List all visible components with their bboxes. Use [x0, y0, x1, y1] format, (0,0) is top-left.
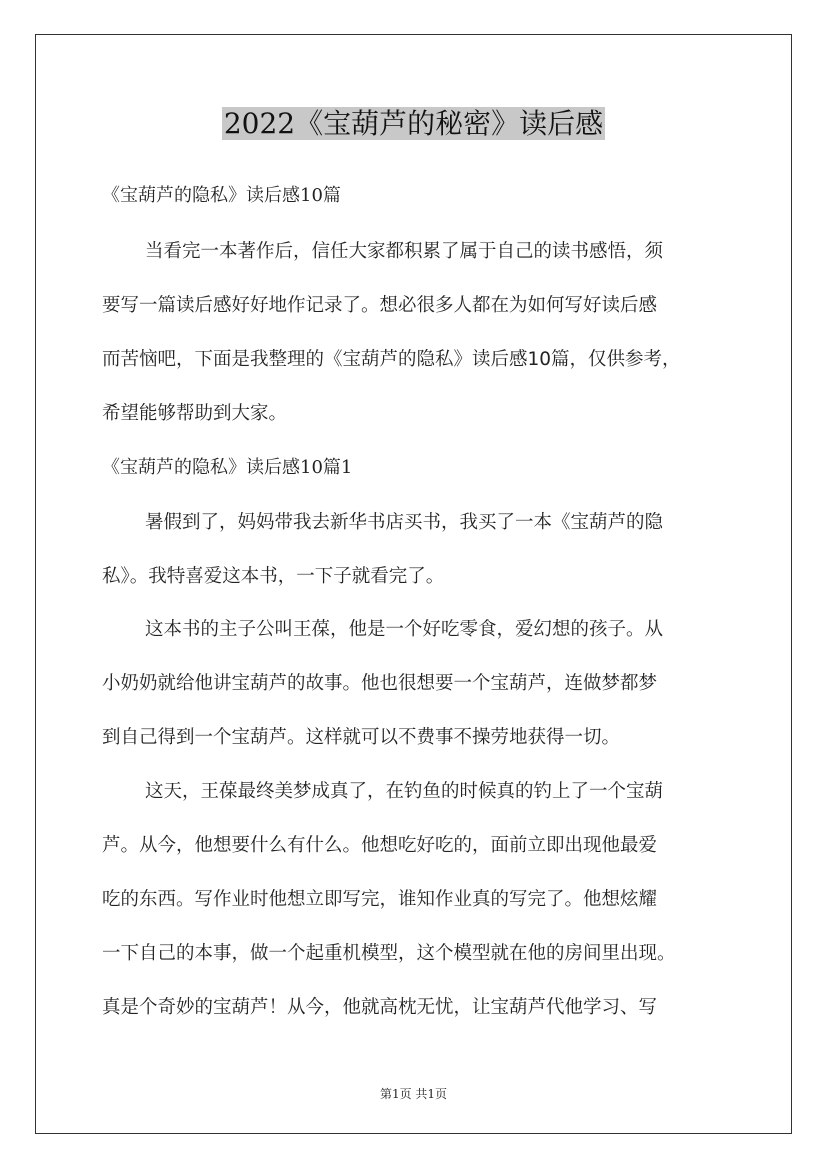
paragraph-line: 这本书的主子公叫王葆，他是一个好吃零食，爱幻想的孩子。从 [145, 619, 664, 640]
paragraph-line: 真是个奇妙的宝葫芦！从今，他就高枕无忧，让宝葫芦代他学习、写 [102, 997, 658, 1018]
paragraph-line: 小奶奶就给他讲宝葫芦的故事。他也很想要一个宝葫芦，连做梦都梦 [102, 673, 658, 694]
subtitle: 《宝葫芦的隐私》读后感10篇 [102, 185, 341, 206]
intro-line: 而苦恼吧，下面是我整理的《宝葫芦的隐私》读后感10篇，仅供参考， [102, 349, 681, 370]
paragraph-line: 暑假到了，妈妈带我去新华书店买书，我买了一本《宝葫芦的隐 [145, 512, 664, 533]
paragraph-line: 这天，王葆最终美梦成真了，在钓鱼的时候真的钓上了一个宝葫 [145, 781, 664, 802]
section-heading: 《宝葫芦的隐私》读后感10篇1 [102, 457, 353, 478]
document-title-text: 2022《宝葫芦的秘密》读后感 [223, 107, 604, 140]
paragraph-line: 一下自己的本事，做一个起重机模型，这个模型就在他的房间里出现。 [102, 943, 676, 964]
paragraph-line: 到自己得到一个宝葫芦。这样就可以不费事不操劳地获得一切。 [102, 727, 621, 748]
intro-line: 希望能够帮助到大家。 [102, 403, 288, 424]
intro-line: 要写一篇读后感好好地作记录了。想必很多人都在为如何写好读后感 [102, 295, 658, 316]
paragraph-line: 私》。我特喜爱这本书，一下子就看完了。 [102, 566, 445, 587]
page-number-footer: 第1页 共1页 [379, 1087, 448, 1101]
document-title [0, 104, 827, 144]
paragraph-line: 芦。从今，他想要什么有什么。他想吃好吃的，面前立即出现他最爱 [102, 835, 658, 856]
intro-line: 当看完一本著作后，信任大家都积累了属于自己的读书感悟，须 [145, 241, 664, 262]
paragraph-line: 吃的东西。写作业时他想立即写完，谁知作业真的写完了。他想炫耀 [102, 889, 658, 910]
